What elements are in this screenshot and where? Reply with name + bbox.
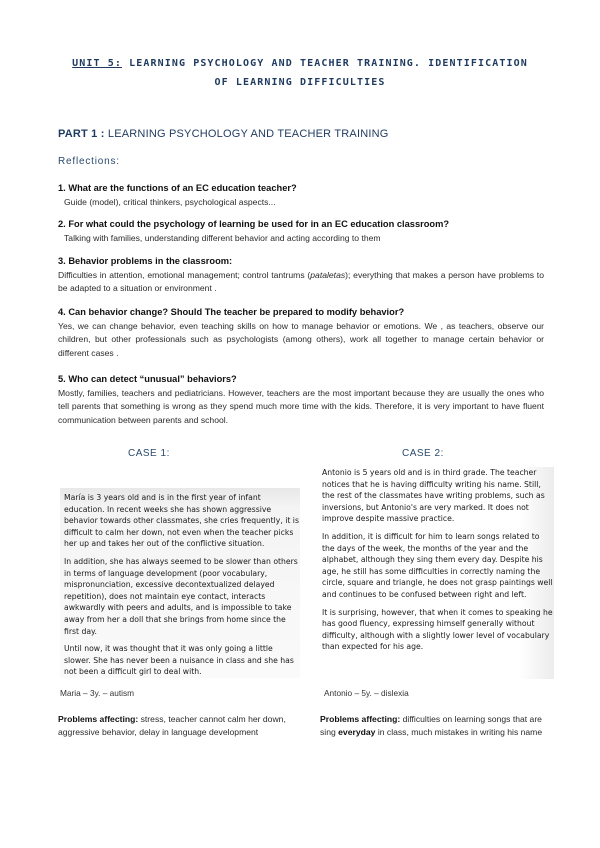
question-block-3: [58, 255, 544, 296]
case-1-problems-text: stress, teacher cannot calm her down, aggressive behavior, delay in language development: [58, 714, 286, 738]
case-1-caption: Maria – 3y. – autism: [60, 688, 135, 698]
case-1-paragraph: María is 3 years old and is in the first year of infant education. In recent weeks she has shown aggressive behavior towards other classmates, she cries frequently, it is difficult to calm her down, not even when the teacher picks her up and takes her out of the conflictive situation.: [64, 493, 299, 549]
case-2-paragraph: In addition, it is difficult for him to learn songs related to the days of the week, the months of the year and the alphabet, although they sing them every day. Despite his age, he still has some difficulties in correctly naming the circle, square and triangle, he does not grasp paintings well and continues to be confused between right and left.: [322, 531, 553, 599]
question-5: 5. Who can detect “unusual” behaviors?: [58, 374, 237, 384]
answer-5: Mostly, families, teachers and pediatricians. However, teachers are the most important because they are usually the ones who tell parents that something is wrong as they spend much more time with the kids. Therefore, it is very important to have fluent communication between parents and school.: [58, 388, 544, 425]
question-2: 2. For what could the psychology of learning be used for in an EC education classroom?: [58, 219, 450, 229]
question-block-2: [58, 218, 544, 245]
case-1-label: CASE 1:: [128, 448, 170, 459]
case-1-paragraph: Until now, it was thought that it was only going a little slower. She has never been a nuisance in class and she has not been a difficult girl to deal with.: [64, 644, 294, 677]
question-block-5: [58, 373, 544, 427]
question-block-4: [58, 306, 544, 360]
case-2-paragraph: Antonio is 5 years old and is in third grade. The teacher notices that he is having difficulty writing his name. Still, the rest of the classmates have writing problems, such as inversions, but Antonio's are very marked. It does not improve despite massive practice.: [322, 468, 545, 524]
case-2-caption: Antonio – 5y. – dislexia: [324, 688, 409, 698]
case-2-problems: [320, 713, 552, 740]
case-2-problems-label: Problems affecting:: [320, 714, 401, 724]
case-1-paragraph: In addition, she has always seemed to be slower than others in terms of language development (poor vocabulary, mispronunciation, excessive decontextualized delayed repetition), does not maintain eye contact, interacts awkwardly with peers and adults, and is impossible to take away from her a doll that she brings from home since the first day.: [64, 556, 298, 636]
case-2-problems-bold: everyday: [338, 727, 376, 738]
case-2-text-image: [322, 467, 554, 679]
answer-1: Guide (model), critical thinkers, psychological aspects...: [64, 197, 276, 208]
question-3: 3. Behavior problems in the classroom:: [58, 256, 233, 266]
part-title: [58, 128, 389, 140]
part-title-text: LEARNING PSYCHOLOGY AND TEACHER TRAINING: [107, 128, 389, 140]
unit-label: UNIT 5:: [72, 58, 122, 69]
unit-title-line2: OF LEARNING DIFFICULTIES: [214, 77, 386, 88]
case-1-problems-label: Problems affecting:: [58, 714, 139, 724]
reflections-heading: Reflections:: [58, 156, 120, 167]
question-block-1: [58, 182, 544, 209]
case-2-problems-pre: difficulties on learning songs that are sing: [320, 714, 542, 738]
case-1-problems: [58, 713, 310, 740]
case-1-text-image: [60, 488, 300, 678]
question-4: 4. Can behavior change? Should The teacher be prepared to modify behavior?: [58, 307, 405, 317]
case-2-problems-post: in class, much mistakes in writing his name: [377, 727, 543, 738]
question-1: 1. What are the functions of an EC education teacher?: [58, 183, 297, 193]
part-label: PART 1 :: [58, 128, 105, 140]
unit-title-line1: LEARNING PSYCHOLOGY AND TEACHER TRAINING. IDENTIFICATION: [129, 58, 528, 69]
case-2-label: CASE 2:: [402, 448, 444, 459]
unit-title: [40, 54, 560, 92]
answer-4: Yes, we can change behavior, even teaching skills on how to manage behavior or emotions. We , as teachers, observe our children, but other professionals such as psychologists (among others), work all together to manage certain behavior or different cases .: [58, 321, 544, 358]
answer-2: Talking with families, understanding different behavior and acting according to them: [64, 233, 381, 244]
answer-3: Difficulties in attention, emotional management; control tantrums (pataletas); everything that makes a person have problems to be adapted to a situation or environment .: [58, 270, 544, 294]
answer-3-italic: pataletas: [310, 270, 346, 281]
case-2-paragraph: It is surprising, however, that when it comes to speaking he has good fluency, expressing himself generally without difficulty, although with a slightly lower level of vocabulary than expected for his age.: [322, 607, 553, 652]
